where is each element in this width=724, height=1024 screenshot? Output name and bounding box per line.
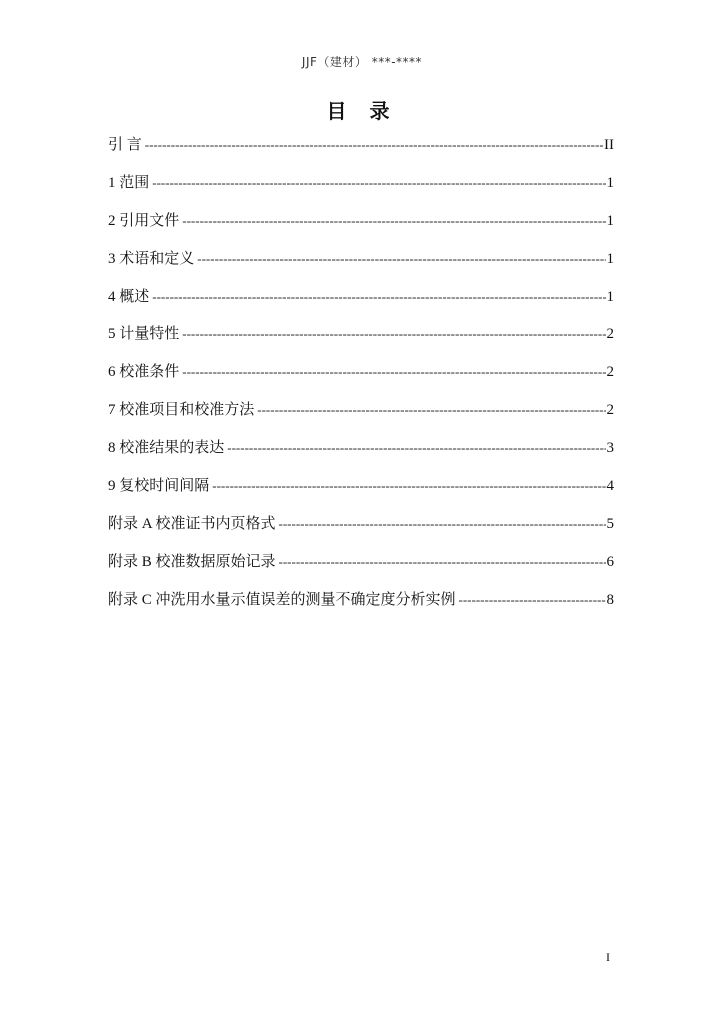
toc-entry-metrology[interactable] bbox=[108, 323, 614, 361]
toc-entry-appendix-a[interactable] bbox=[108, 513, 614, 551]
toc-entry-conditions[interactable] bbox=[108, 361, 614, 399]
toc-entry-label: 2 引用文件 bbox=[108, 212, 180, 229]
toc-entry-label: 附录 C 冲洗用水量示值误差的测量不确定度分析实例 bbox=[108, 591, 456, 608]
dot-leader bbox=[145, 134, 603, 156]
toc-entry-page: 1 bbox=[606, 250, 614, 267]
dot-leader bbox=[212, 475, 605, 497]
toc-entry-appendix-c[interactable] bbox=[108, 589, 614, 627]
toc-entry-label: 4 概述 bbox=[108, 288, 150, 305]
dot-leader bbox=[279, 513, 606, 535]
toc-entry-label: 3 术语和定义 bbox=[108, 250, 195, 267]
dot-leader bbox=[182, 323, 605, 345]
dot-leader bbox=[279, 551, 606, 573]
toc-title: 目 录 bbox=[326, 99, 398, 123]
toc-entry-page: 8 bbox=[606, 591, 614, 608]
toc-entry-page: II bbox=[604, 137, 614, 153]
page-number: I bbox=[606, 950, 610, 964]
toc-entry-label: 9 复校时间间隔 bbox=[108, 478, 210, 495]
toc-entry-page: 1 bbox=[606, 212, 614, 229]
toc-entry-references[interactable] bbox=[108, 210, 614, 248]
toc-entry-label: 附录 B 校准数据原始记录 bbox=[108, 553, 276, 570]
dot-leader bbox=[459, 589, 606, 611]
dot-leader bbox=[197, 248, 605, 270]
running-header: JJF（建材） ***-**** bbox=[301, 55, 423, 69]
toc-entry-page: 2 bbox=[606, 326, 614, 343]
toc-entry-label: 8 校准结果的表达 bbox=[108, 440, 225, 457]
dot-leader bbox=[152, 286, 605, 308]
dot-leader bbox=[182, 361, 605, 383]
toc-entry-page: 6 bbox=[606, 553, 614, 570]
toc-entry-label: 6 校准条件 bbox=[108, 364, 180, 381]
toc-entry-methods[interactable] bbox=[108, 399, 614, 437]
toc-entry-page: 1 bbox=[606, 288, 614, 305]
dot-leader bbox=[182, 210, 605, 232]
toc-entry-label: 引 言 bbox=[108, 137, 142, 153]
toc-entry-page: 2 bbox=[606, 364, 614, 381]
toc-entry-appendix-b[interactable] bbox=[108, 551, 614, 589]
toc-entry-page: 2 bbox=[606, 402, 614, 419]
toc-entry-recalibration[interactable] bbox=[108, 475, 614, 513]
toc-entry-page: 4 bbox=[606, 478, 614, 495]
dot-leader bbox=[227, 437, 605, 459]
toc-entry-overview[interactable] bbox=[108, 286, 614, 324]
toc-entry-label: 1 范围 bbox=[108, 174, 150, 191]
table-of-contents bbox=[108, 134, 614, 627]
dot-leader bbox=[257, 399, 605, 421]
toc-entry-page: 3 bbox=[606, 440, 614, 457]
toc-entry-page: 5 bbox=[606, 515, 614, 532]
dot-leader bbox=[152, 172, 605, 194]
toc-entry-terms[interactable] bbox=[108, 248, 614, 286]
toc-entry-scope[interactable] bbox=[108, 172, 614, 210]
toc-entry-label: 5 计量特性 bbox=[108, 326, 180, 343]
toc-entry-introduction[interactable] bbox=[108, 134, 614, 172]
toc-entry-page: 1 bbox=[606, 174, 614, 191]
toc-entry-results[interactable] bbox=[108, 437, 614, 475]
toc-entry-label: 附录 A 校准证书内页格式 bbox=[108, 515, 276, 532]
toc-entry-label: 7 校准项目和校准方法 bbox=[108, 402, 255, 419]
